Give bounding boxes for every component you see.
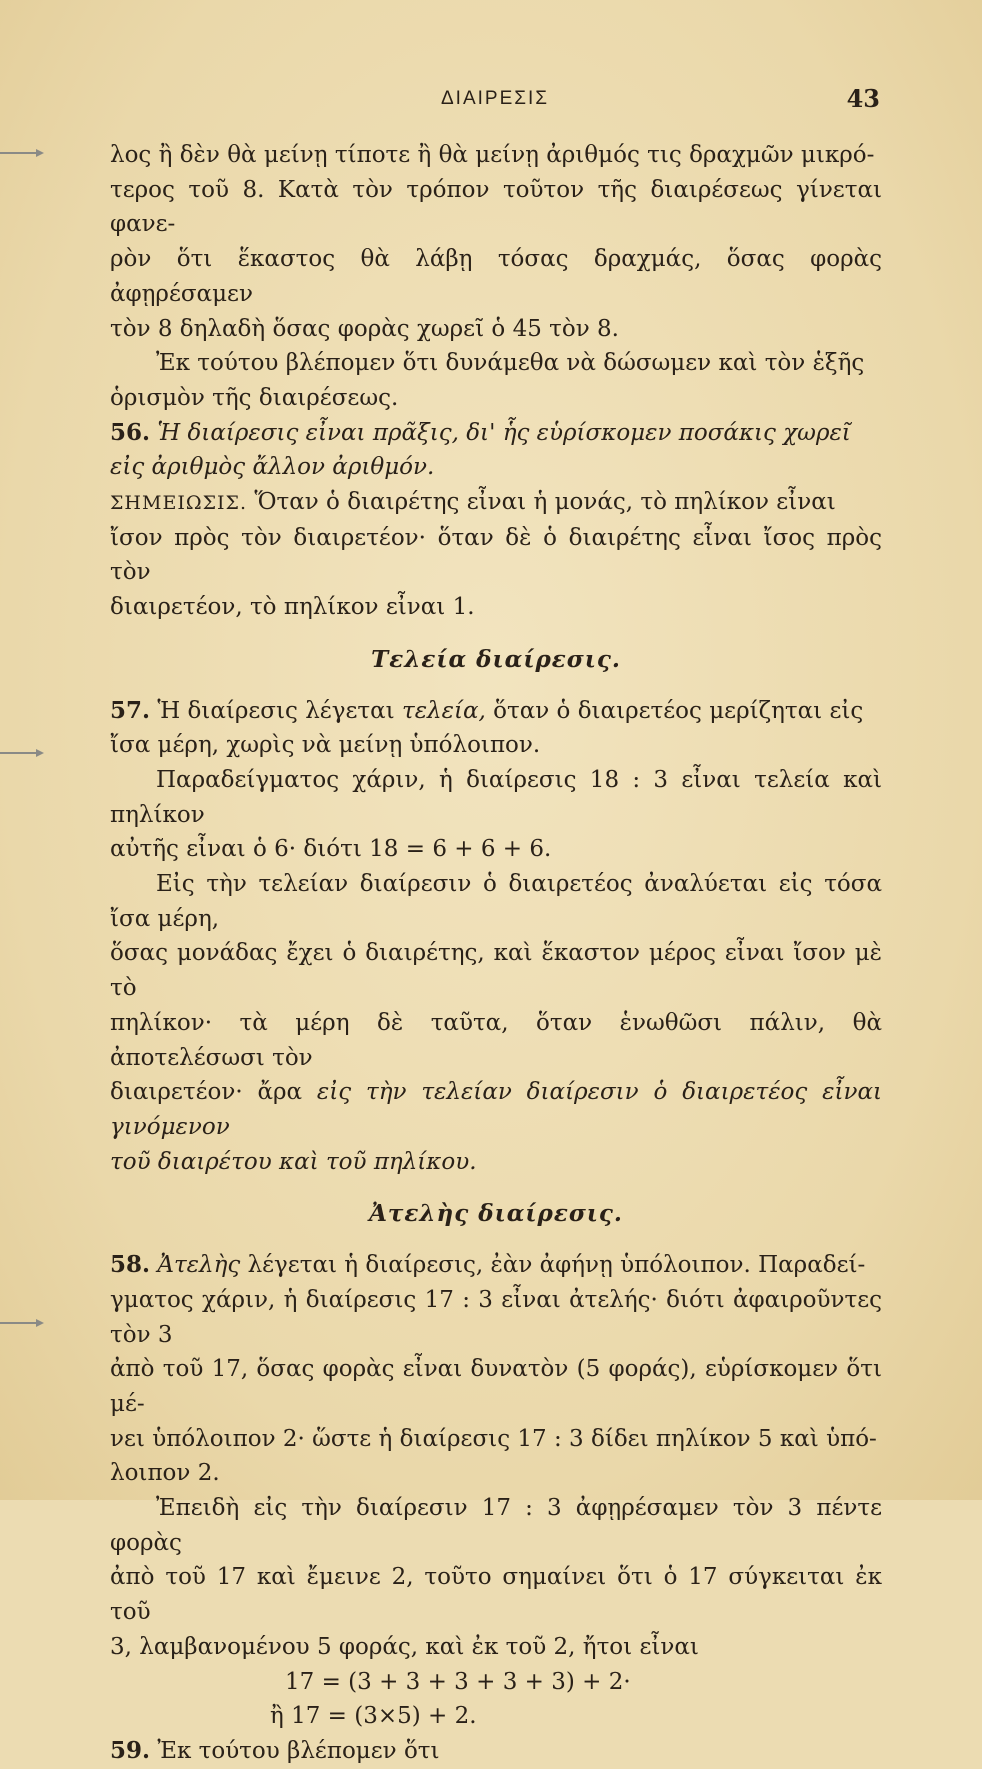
section-number: 56. (110, 418, 151, 446)
conclusion-text: τοῦ διαιρέτου καὶ τοῦ πηλίκου. (110, 1148, 477, 1175)
text-line: ἀπὸ τοῦ 17, ὅσας φορὰς εἶναι δυνατὸν (5 φοράς), εὑρίσκομεν ὅτι μέ- (110, 1356, 882, 1417)
section-number: 58. (110, 1251, 151, 1279)
text-span: Ἡ διαίρεσις λέγεται (157, 697, 395, 724)
text-line: ρὸν ὅτι ἕκαστος θὰ λάβῃ τόσας δραχμάς, ὅσας φορὰς ἀφῃρέσαμεν (110, 246, 882, 307)
page-number: 43 (846, 84, 880, 113)
section-57 (110, 694, 882, 729)
term-text: τελεία, (401, 697, 486, 724)
term-text: Ἀτελὴς (157, 1252, 241, 1279)
page-body (110, 138, 882, 1769)
text-line (110, 1075, 882, 1144)
text-line: ὁρισμὸν τῆς διαιρέσεως. (110, 384, 399, 411)
note-label: ΣΗΜΕΙΩΣΙΣ. (110, 492, 247, 515)
text-line: Ἐκ τούτου βλέπομεν ὅτι δυνάμεθα νὰ δώσωμεν καὶ τὸν ἑξῆς (156, 350, 865, 377)
text-line: διαιρετέον, τὸ πηλίκον εἶναι 1. (110, 594, 475, 621)
text-line: Ἐπειδὴ εἰς τὴν διαίρεσιν 17 : 3 ἀφῃρέσαμεν τὸν 3 πέντε φορὰς (110, 1495, 882, 1556)
section-heading-ateles: Ἀτελὴς διαίρεσις. (369, 1200, 623, 1228)
equation-line: 17 = (3 + 3 + 3 + 3 + 3) + 2· (285, 1668, 631, 1695)
text-line: νει ὑπόλοιπον 2· ὥστε ἡ διαίρεσις 17 : 3 δίδει πηλίκον 5 καὶ ὑπό- (110, 1425, 877, 1452)
text-line: 3, λαμβανομένου 5 φοράς, καὶ ἐκ τοῦ 2, ἤτοι εἶναι (110, 1633, 699, 1660)
margin-mark-top (0, 152, 40, 154)
text-line: ὅσας μονάδας ἔχει ὁ διαιρέτης, καὶ ἕκαστον μέρος εἶναι ἴσον μὲ τὸ (110, 940, 882, 1002)
text-line: λος ἢ δὲν θὰ μείνῃ τίποτε ἢ θὰ μείνῃ ἀριθμός τις δραχμῶν μικρό- (110, 142, 875, 168)
text-line: Παραδείγματος χάριν, ἡ διαίρεσις 18 : 3 εἶναι τελεία καὶ πηλίκον (110, 766, 882, 828)
section-56 (110, 416, 882, 451)
text-span: ὅταν ὁ διαιρετέος μερίζηται εἰς (493, 697, 864, 724)
section-number: 57. (110, 696, 151, 724)
text-span: λέγεται ἡ διαίρεσις, ἐὰν ἀφήνῃ ὑπόλοιπον. Παραδεί- (247, 1252, 866, 1279)
text-span: Ἐκ τούτου βλέπομεν ὅτι (157, 1737, 440, 1764)
text-line: λοιπον 2. (110, 1460, 220, 1487)
text-line: τερος τοῦ 8. Κατὰ τὸν τρόπον τοῦτον τῆς διαιρέσεως γίνεται φανε- (110, 176, 882, 238)
section-heading-teleia: Τελεία διαίρεσις. (371, 645, 621, 673)
text-line: αὐτῆς εἶναι ὁ 6· διότι 18 = 6 + 6 + 6. (110, 836, 552, 863)
margin-mark-bottom (0, 1322, 40, 1324)
conclusion-text: εἰς τὴν τελείαν διαίρεσιν ὁ διαιρετέος εἶναι γινόμενον (110, 1079, 882, 1140)
text-line: πηλίκον· τὰ μέρη δὲ ταῦτα, ὅταν ἑνωθῶσι πάλιν, θὰ ἀποτελέσωσι τὸν (110, 1009, 882, 1071)
definition-text: Ἡ διαίρεσις εἶναι πρᾶξις, δι' ἧς εὑρίσκομεν ποσάκις χωρεῖ (157, 419, 851, 446)
text-line: γματος χάριν, ἡ διαίρεσις 17 : 3 εἶναι ἀτελής· διότι ἀφαιροῦντες τὸν 3 (110, 1286, 882, 1348)
text-span: διαιρετέον· ἄρα (110, 1079, 303, 1106)
note-line (110, 485, 882, 521)
section-58 (110, 1248, 882, 1283)
margin-mark-middle (0, 752, 40, 754)
text-line: ἴσον πρὸς τὸν διαιρετέον· ὅταν δὲ ὁ διαιρέτης εἶναι ἴσος πρὸς τὸν (110, 524, 882, 586)
text-line: ἀπὸ τοῦ 17 καὶ ἔμεινε 2, τοῦτο σημαίνει ὅτι ὁ 17 σύγκειται ἐκ τοῦ (110, 1564, 882, 1626)
running-title: ΔΙΑΙΡΕΣΙΣ (440, 88, 550, 109)
section-number: 59. (110, 1736, 151, 1764)
page-header (110, 84, 880, 118)
text-line: ἴσα μέρη, χωρὶς νὰ μείνῃ ὑπόλοιπον. (110, 732, 541, 759)
text-line: Εἰς τὴν τελείαν διαίρεσιν ὁ διαιρετέος ἀναλύεται εἰς τόσα ἴσα μέρη, (110, 871, 882, 932)
equation-line: ἢ 17 = (3×5) + 2. (270, 1703, 477, 1730)
definition-text: εἰς ἀριθμὸς ἄλλον ἀριθμόν. (110, 454, 435, 481)
text-line: τὸν 8 δηλαδὴ ὅσας φορὰς χωρεῖ ὁ 45 τὸν 8. (110, 315, 619, 342)
section-59 (110, 1734, 882, 1769)
note-text: Ὅταν ὁ διαιρέτης εἶναι ἡ μονάς, τὸ πηλίκον εἶναι (254, 489, 836, 516)
